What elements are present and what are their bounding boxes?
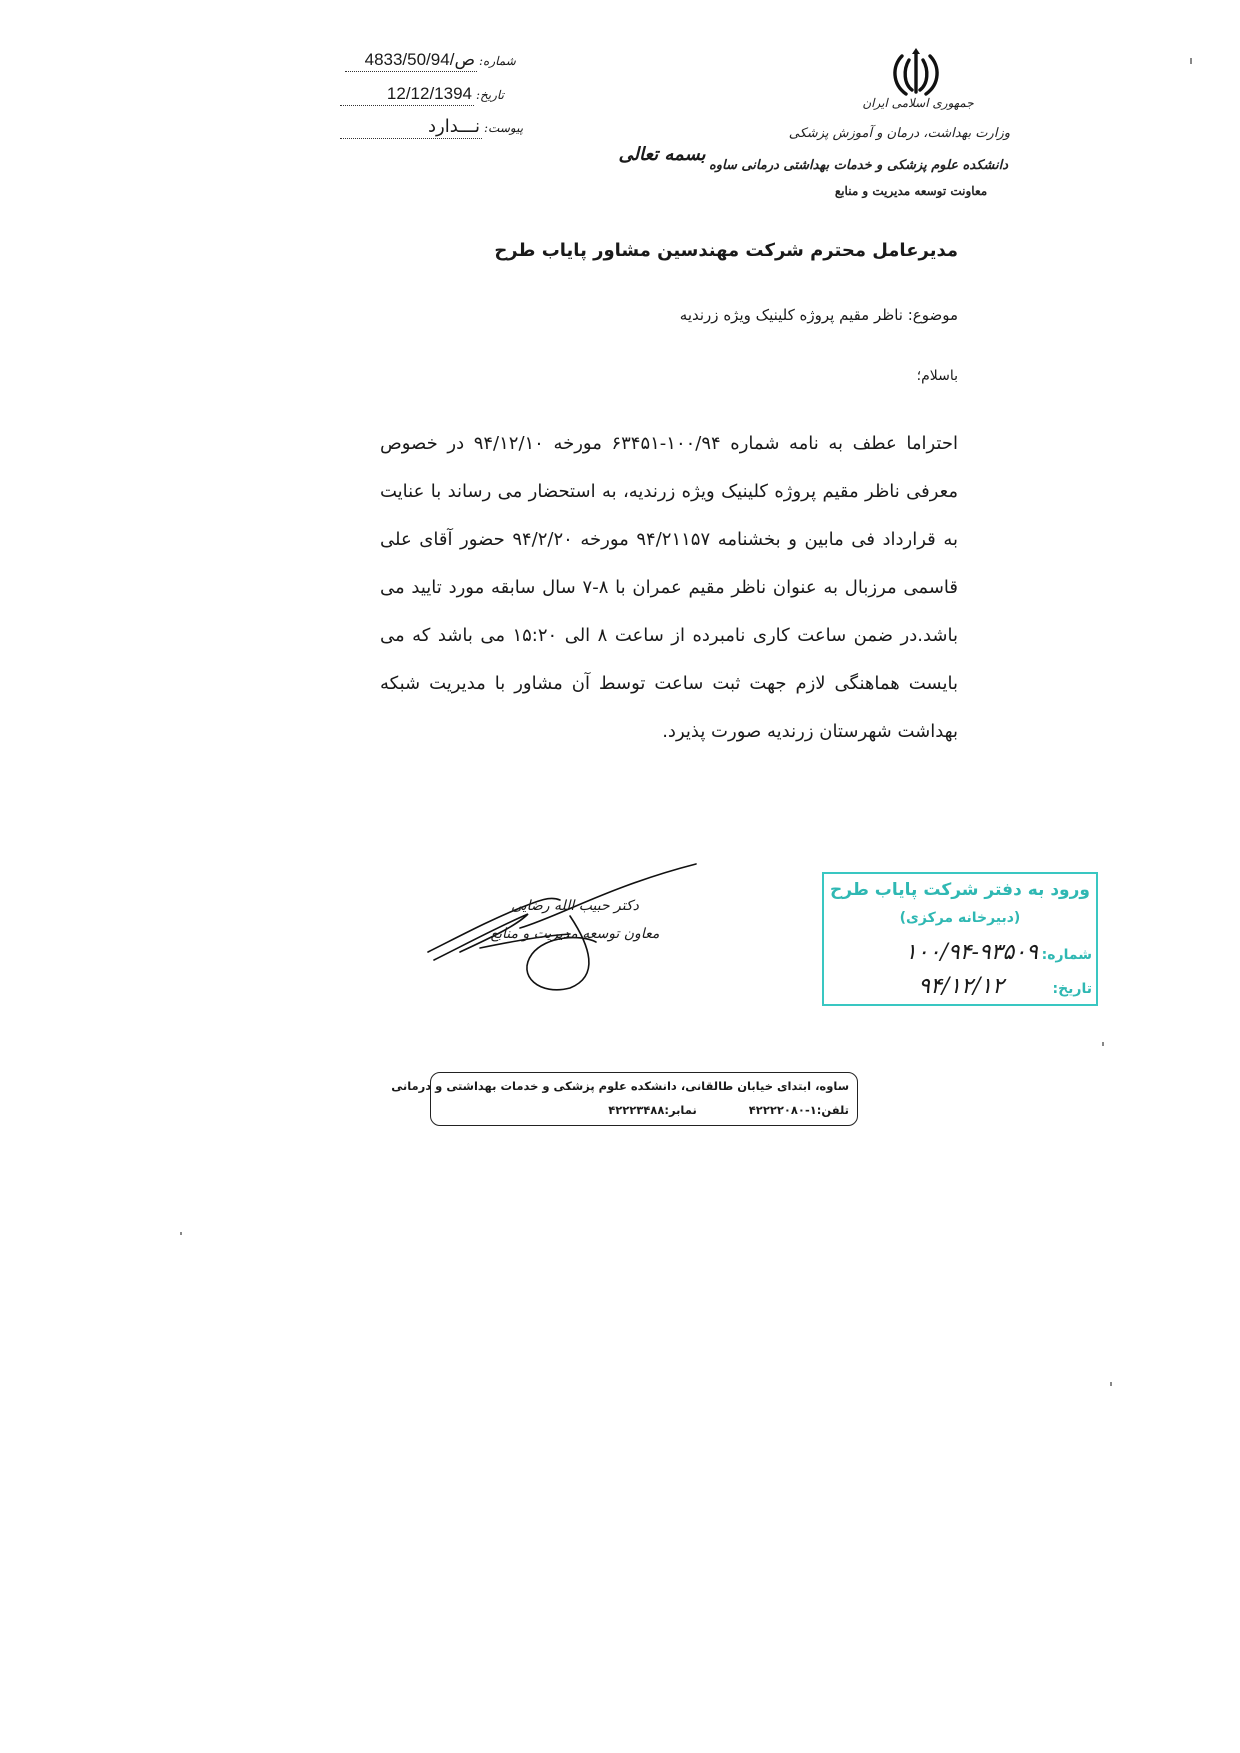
iran-emblem-icon bbox=[888, 46, 944, 102]
stamp-subtitle: (دبیرخانه مرکزی) bbox=[899, 910, 1021, 926]
stamp-title: ورود به دفتر شرکت پایاب طرح bbox=[830, 880, 1090, 900]
letter-date-label: تاریخ: bbox=[476, 88, 504, 102]
scan-speck bbox=[1190, 58, 1192, 64]
attachment-field bbox=[340, 116, 523, 139]
stamp-date-value: ۹۴/۱۲/۱۲ bbox=[918, 974, 1004, 999]
receipt-stamp bbox=[822, 872, 1098, 1006]
letter-date-field bbox=[340, 84, 504, 106]
stamp-number-value: ۱۰۰/۹۴-۹۳۵۰۹ bbox=[904, 940, 1038, 965]
scan-speck bbox=[180, 1232, 182, 1235]
scan-speck bbox=[1110, 1382, 1112, 1386]
stamp-number-row bbox=[830, 940, 1092, 965]
scan-speck bbox=[1102, 1042, 1104, 1046]
recipient-line: مدیرعامل محترم شرکت مهندسین مشاور پایاب طرح bbox=[494, 240, 958, 261]
letterhead-ministry: وزارت بهداشت، درمان و آموزش پزشکی bbox=[788, 126, 1010, 141]
letterhead-faculty: دانشکده علوم پزشکی و خدمات بهداشتی درمانی ساوه bbox=[708, 158, 1008, 173]
stamp-date-row bbox=[830, 974, 1092, 999]
letter-number-label: شماره: bbox=[479, 54, 516, 68]
letter-body: احتراما عطف به نامه شماره ۱۰۰/۹۴-۶۳۴۵۱ مورخه ۹۴/۱۲/۱۰ در خصوص معرفی ناظر مقیم پروژه کلینیک ویژه زرندیه، به استحضار می رساند با عنایت به قرارداد فی مابین و بخشنامه ۹۴/۲۱۱۵۷ مورخه ۹۴/۲/۲۰ حضور آقای علی قاسمی مرزبال به عنوان ناظر مقیم عمران با ۸-۷ سال سابقه مورد تایید می باشد.در ضمن ساعت کاری نامبرده از ساعت ۸ الی ۱۵:۲۰ می باشد که می بایست هماهنگی لازم جهت ثبت ساعت توسط آن مشاور با مدیریت شبکه بهداشت شهرستان زرندیه صورت پذیرد. bbox=[380, 433, 958, 742]
letter-number-field bbox=[345, 50, 516, 72]
footer-phone-fax bbox=[439, 1103, 849, 1117]
subject-line: موضوع: ناظر مقیم پروژه کلینیک ویژه زرندیه bbox=[679, 306, 958, 324]
letter-date-value: 12/12/1394 bbox=[340, 84, 474, 106]
stamp-number-label: شماره: bbox=[1041, 947, 1092, 963]
letterhead-country: جمهوری اسلامی ایران bbox=[862, 96, 974, 110]
letterhead-department: معاونت توسعه مدیریت و منابع bbox=[834, 184, 988, 198]
greeting: باسلام؛ bbox=[916, 368, 958, 384]
stamp-date-label: تاریخ: bbox=[1052, 981, 1092, 997]
letter-number-value: 4833/50/ص/94 bbox=[345, 50, 477, 72]
footer-contact-box bbox=[391, 1072, 858, 1126]
attachment-value: نـــدارد bbox=[340, 116, 482, 139]
footer-fax: نمابر:۴۲۲۲۳۴۸۸ bbox=[608, 1103, 697, 1117]
signatory-name: دکتر حبیب الله رضایی bbox=[511, 898, 639, 914]
signatory-title: معاون توسعه مدیریت و منابع bbox=[490, 926, 660, 942]
footer-address: ساوه، ابتدای خیابان طالقانی، دانشکده علوم پزشکی و خدمات بهداشتی و درمانی bbox=[391, 1079, 849, 1093]
footer-phone: تلفن:۱-۴۲۲۲۲۰۸۰ bbox=[748, 1103, 849, 1117]
basmala-heading: بسمه تعالی bbox=[618, 144, 706, 165]
attachment-label: پیوست: bbox=[484, 121, 524, 135]
